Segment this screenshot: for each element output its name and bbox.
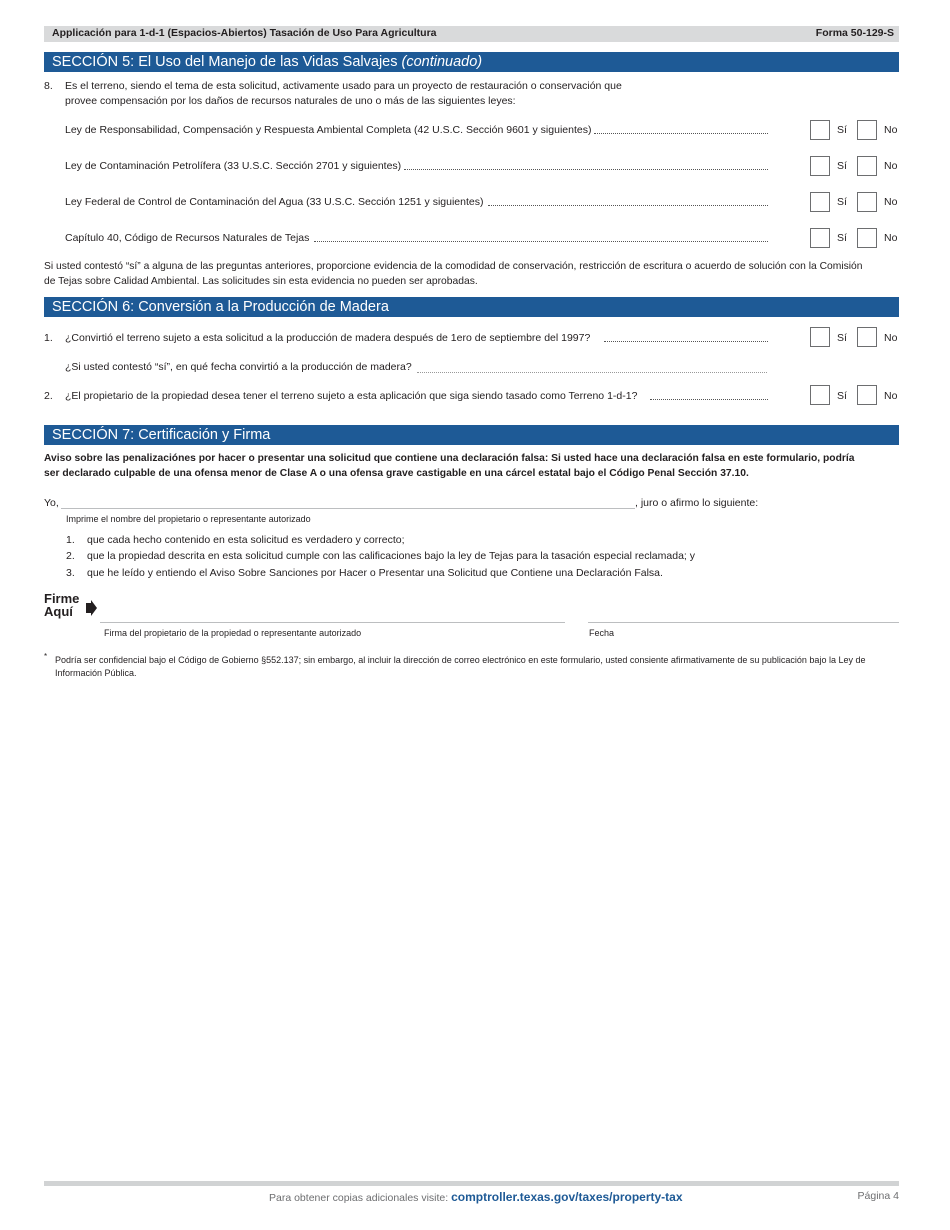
leader-dots: [404, 169, 768, 170]
page-number: Página 4: [857, 1190, 899, 1202]
law-2-no-checkbox[interactable]: [857, 156, 877, 176]
law-label: Ley Federal de Control de Contaminación del Agua (33 U.S.C. Sección 1251 y siguientes): [65, 196, 484, 208]
s6-q1-yes-checkbox[interactable]: [810, 327, 830, 347]
section-7-title: SECCIÓN 7: Certificación y Firma: [52, 427, 271, 443]
arrow-right-icon: [86, 600, 98, 616]
statement-text: que he leído y entiendo el Aviso Sobre Sanciones por Hacer o Presentar una Solicitud que Contiene una Declaración Falsa.: [87, 567, 663, 579]
yes-label: Sí: [837, 390, 847, 402]
law-3-no-checkbox[interactable]: [857, 192, 877, 212]
law-2-yes-checkbox[interactable]: [810, 156, 830, 176]
yes-label: Sí: [837, 332, 847, 344]
s6-q2-text: ¿El propietario de la propiedad desea tener el terreno sujeto a esta aplicación que siga siendo tasado como Terreno 1-d-1?: [65, 390, 638, 402]
swear-label: , juro o afirmo lo siguiente:: [635, 497, 759, 509]
law-1-yes-checkbox[interactable]: [810, 120, 830, 140]
leader-dots: [314, 241, 768, 242]
law-4-yes-checkbox[interactable]: [810, 228, 830, 248]
leader-dots: [594, 133, 768, 134]
yes-label: Sí: [837, 232, 847, 244]
yes-label: Sí: [837, 160, 847, 172]
section-5-note-line2: de Tejas sobre Calidad Ambiental. Las solicitudes sin esta evidencia no pueden ser aprobadas.: [44, 276, 478, 287]
conversion-date-field[interactable]: [417, 372, 767, 373]
owner-name-field[interactable]: [61, 508, 635, 509]
q8-number: 8.: [44, 80, 53, 92]
form-number: Forma 50-129-S: [815, 27, 894, 39]
law-label: Ley de Responsabilidad, Compensación y Respuesta Ambiental Completa (42 U.S.C. Sección 9601 y siguientes): [65, 124, 592, 136]
law-4-no-checkbox[interactable]: [857, 228, 877, 248]
section-6-title: SECCIÓN 6: Conversión a la Producción de Madera: [52, 299, 389, 315]
yes-label: Sí: [837, 196, 847, 208]
s6-q1-followup: ¿Si usted contestó “sí”, en qué fecha convirtió a la producción de madera?: [65, 361, 412, 373]
s6-q2-number: 2.: [44, 390, 53, 402]
law-label: Capítulo 40, Código de Recursos Naturales de Tejas: [65, 232, 310, 244]
sign-here-label: [44, 592, 79, 618]
name-caption: Imprime el nombre del propietario o representante autorizado: [66, 514, 311, 524]
footnote-line2: Información Pública.: [55, 668, 137, 678]
law-1-no-checkbox[interactable]: [857, 120, 877, 140]
statement-number: 1.: [66, 534, 75, 546]
form-title: Applicación para 1-d-1 (Espacios-Abiertos) Tasación de Uso Para Agricultura: [52, 27, 437, 39]
leader-dots: [650, 399, 768, 400]
section-6-header: [44, 297, 899, 317]
q8-text-line1: Es el terreno, siendo el tema de esta solicitud, activamente usado para un proyecto de restauración o conservación que: [65, 80, 622, 92]
section-5-title: SECCIÓN 5: El Uso del Manejo de las Vidas Salvajes: [52, 54, 398, 70]
no-label: No: [884, 390, 898, 402]
aqui-text: Aquí: [44, 604, 73, 619]
s6-q1-number: 1.: [44, 332, 53, 344]
signature-field[interactable]: [100, 622, 565, 623]
statement-number: 3.: [66, 567, 75, 579]
footnote-line1: Podría ser confidencial bajo el Código de Gobierno §552.137; sin embargo, al incluir la dirección de correo electrónico en este formulario, usted consiente afirmativamente de su publicación bajo la Ley de: [55, 655, 866, 665]
penalty-warning-line1: Aviso sobre las penalizaciónes por hacer o presentar una solicitud que contiene una declaración falsa: Si usted hace una declaración falsa en este formulario, podría: [44, 453, 855, 464]
footer-copies: [269, 1190, 683, 1204]
footer-copies-text: Para obtener copias adicionales visite:: [269, 1192, 449, 1204]
firme-text: Firme: [44, 591, 80, 606]
section-5-title-suffix: (continuado): [401, 54, 483, 70]
section-5-note-line1: Si usted contestó “sí” a alguna de las preguntas anteriores, proporcione evidencia de la comodidad de conservación, restricción de escritura o acuerdo de solución con la Comisión: [44, 261, 863, 272]
s6-q1-no-checkbox[interactable]: [857, 327, 877, 347]
no-label: No: [884, 196, 898, 208]
s6-q2-yes-checkbox[interactable]: [810, 385, 830, 405]
statement-number: 2.: [66, 550, 75, 562]
leader-dots: [604, 341, 768, 342]
section-5-header: [44, 52, 899, 72]
footer-url-link[interactable]: comptroller.texas.gov/taxes/property-tax: [451, 1190, 683, 1204]
yes-label: Sí: [837, 124, 847, 136]
no-label: No: [884, 124, 898, 136]
leader-dots: [488, 205, 768, 206]
law-label: Ley de Contaminación Petrolífera (33 U.S.C. Sección 2701 y siguientes): [65, 160, 402, 172]
no-label: No: [884, 160, 898, 172]
yo-label: Yo,: [44, 497, 59, 509]
q8-text-line2: provee compensación por los daños de recursos naturales de uno o más de las siguientes leyes:: [65, 95, 516, 107]
date-caption: Fecha: [589, 628, 615, 638]
penalty-warning-line2: ser declarado culpable de una ofensa menor de Clase A o una ofensa grave castigable en una cárcel estatal bajo el Código Penal Sección 37.10.: [44, 468, 749, 479]
signature-caption: Firma del propietario de la propiedad o representante autorizado: [104, 628, 362, 638]
statement-text: que la propiedad descrita en esta solicitud cumple con las calificaciones bajo la ley de Tejas para la tasación especial reclamada; y: [87, 550, 695, 562]
s6-q2-no-checkbox[interactable]: [857, 385, 877, 405]
no-label: No: [884, 232, 898, 244]
footer-bar: [44, 1181, 899, 1186]
s6-q1-text: ¿Convirtió el terreno sujeto a esta solicitud a la producción de madera después de 1ero de septiembre del 1997?: [65, 332, 591, 344]
statement-text: que cada hecho contenido en esta solicitud es verdadero y correcto;: [87, 534, 405, 546]
law-3-yes-checkbox[interactable]: [810, 192, 830, 212]
section-7-header: [44, 425, 899, 445]
date-field[interactable]: [588, 622, 899, 623]
no-label: No: [884, 332, 898, 344]
footnote-mark: *: [44, 652, 48, 661]
